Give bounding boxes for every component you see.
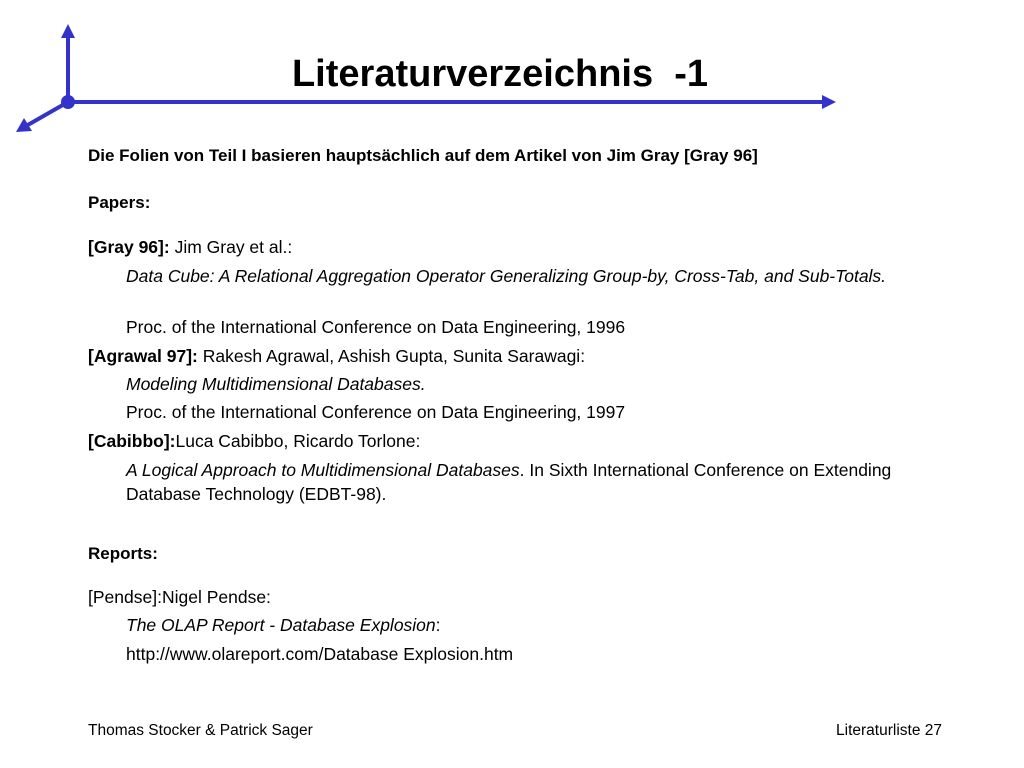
ref-pendse-line [88, 585, 271, 609]
slide-title: Literaturverzeichnis -1 [291, 53, 709, 95]
ref-gray-venue: Proc. of the International Conference on Data Engineering, 1996 [126, 317, 626, 337]
ref-agrawal-key: [Agrawal 97]: [88, 346, 198, 366]
ref-cabibbo-authors: Luca Cabibbo, Ricardo Torlone: [175, 431, 421, 451]
y-axis-arrowhead [61, 24, 75, 38]
ref-pendse-title-suffix: : [435, 615, 441, 635]
ref-agrawal-venue: Proc. of the International Conference on Data Engineering, 1997 [126, 402, 626, 422]
intro-text: Die Folien von Teil I basieren hauptsächlich auf dem Artikel von Jim Gray [Gray 96] [88, 146, 758, 165]
ref-gray-line [88, 235, 292, 259]
ref-agrawal-line [88, 344, 585, 368]
ref-pendse-key: [Pendse]: [88, 587, 162, 607]
ref-agrawal-title: Modeling Multidimensional Databases. [126, 374, 426, 394]
ref-pendse-authors: Nigel Pendse: [161, 587, 271, 607]
ref-cabibbo-title: A Logical Approach to Multidimensional Databases [126, 460, 520, 480]
ref-gray-authors: Jim Gray et al.: [169, 237, 293, 257]
papers-heading: Papers: [88, 193, 151, 212]
ref-cabibbo-detail [126, 458, 946, 506]
z-axis-line [26, 102, 68, 126]
ref-gray-key: [Gray 96]: [88, 237, 170, 257]
ref-pendse-title: The OLAP Report - Database Explosion [126, 615, 436, 635]
footer-authors: Thomas Stocker & Patrick Sager [88, 722, 313, 739]
footer-page-label: Literaturliste 27 [836, 722, 942, 739]
ref-pendse-url[interactable]: http://www.olareport.com/Database Explosion.htm [126, 644, 514, 664]
ref-gray-title: Data Cube: A Relational Aggregation Operator Generalizing Group-by, Cross-Tab, and Sub-Totals. [126, 266, 887, 286]
ref-cabibbo-line [88, 429, 420, 453]
ref-pendse-title-line [126, 613, 441, 637]
ref-agrawal-authors: Rakesh Agrawal, Ashish Gupta, Sunita Sarawagi: [197, 346, 586, 366]
ref-cabibbo-rest: . In Sixth International Conference on Extending Database Technology (EDBT-98). [126, 460, 892, 504]
ref-cabibbo-key: [Cabibbo]: [88, 431, 176, 451]
reports-heading: Reports: [88, 544, 158, 563]
